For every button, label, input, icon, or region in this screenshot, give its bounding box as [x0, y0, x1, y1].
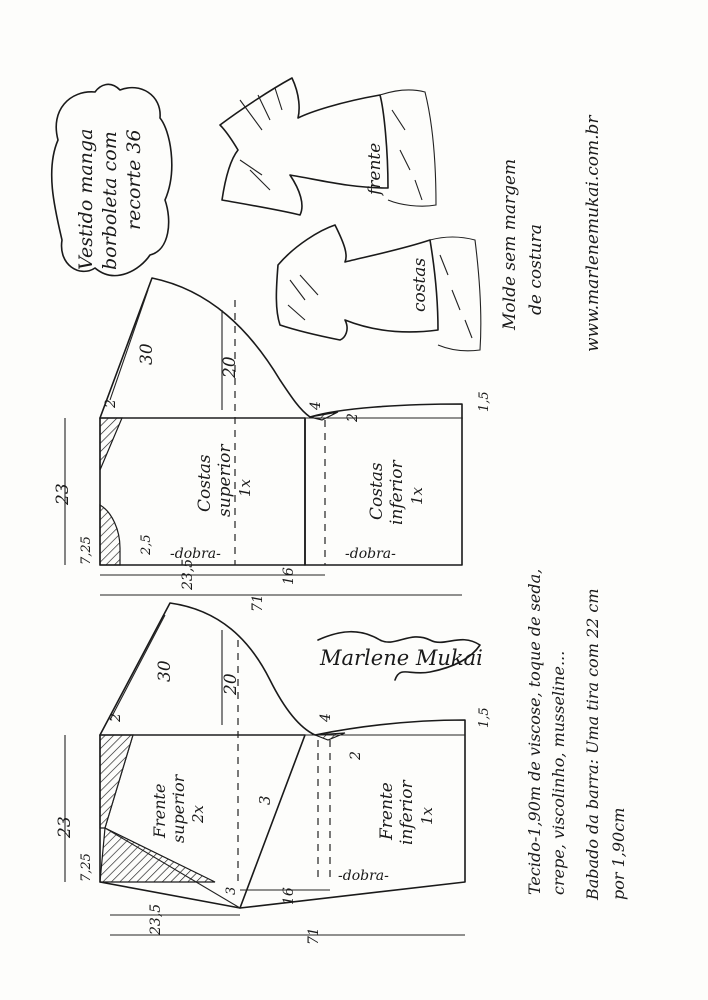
- ruffle-notes: [583, 588, 628, 901]
- front-measure-3: 3: [256, 795, 274, 805]
- back-measure-25: 2,5: [139, 534, 154, 555]
- back-measure-16: 16: [281, 567, 297, 585]
- seam-note-line1: Molde sem margem: [500, 158, 520, 330]
- back-upper-label1: Costas: [195, 454, 215, 512]
- back-measure-30: 30: [137, 343, 157, 365]
- back-lower-label2: inferior: [387, 460, 407, 525]
- back-measure-235: 23,5: [180, 558, 196, 590]
- front-measure-30: 30: [155, 660, 175, 682]
- back-measure-71: 71: [250, 594, 266, 612]
- front-view-label: frente: [365, 142, 385, 195]
- front-measure-20: 20: [221, 673, 241, 695]
- back-upper-label3: 1x: [236, 478, 254, 497]
- signature-text: Marlene Mukai: [320, 646, 483, 670]
- front-measure-71: 71: [306, 927, 322, 945]
- title-line1: Vestido manga: [75, 128, 97, 270]
- front-upper-label3: 2x: [189, 804, 207, 823]
- front-measure-3b: 3: [224, 886, 239, 895]
- back-measure-2: 2: [103, 399, 119, 408]
- signature: [318, 632, 483, 680]
- front-measure-2: 2: [108, 713, 124, 722]
- front-measure-2b: 2: [348, 751, 364, 760]
- front-measure-4: 4: [318, 713, 334, 722]
- dress-back-sketch: [276, 225, 480, 351]
- back-measure-23: 23: [53, 483, 73, 505]
- ruffle-line1: Babado da barra: Uma tira com 22 cm: [583, 588, 602, 900]
- back-fold-label2: -dobra-: [345, 546, 396, 562]
- front-lower-label1: Frente: [377, 782, 397, 840]
- back-view-label: costas: [410, 257, 430, 312]
- back-measure-2b: 2: [345, 413, 361, 422]
- fabric-notes: [525, 569, 568, 895]
- front-lower-label2: inferior: [397, 780, 417, 845]
- ruffle-line2: por 1,90cm: [609, 807, 628, 900]
- title-line3: recorte 36: [123, 129, 145, 230]
- fabric-line2: crepe, viscolinho, musseline...: [549, 650, 568, 895]
- back-measure-15: 1,5: [477, 391, 492, 412]
- website-text: www.marlenemukai.com.br: [583, 115, 603, 352]
- fabric-line1: Tecido-1,90m de viscose, toque de seda,: [525, 568, 544, 895]
- seam-note-line2: de costura: [526, 224, 546, 315]
- seam-note: [500, 159, 546, 331]
- front-lower-label3: 1x: [418, 806, 436, 825]
- title-line2: borboleta com: [99, 131, 121, 270]
- front-measure-15: 1,5: [477, 707, 492, 728]
- front-measure-235: 23,5: [148, 903, 164, 935]
- back-measure-20: 20: [220, 356, 240, 378]
- front-measure-725: 7,25: [79, 853, 94, 882]
- back-measure-725: 7,25: [79, 536, 94, 565]
- front-fold-label: -dobra-: [338, 868, 389, 884]
- title-bubble: [52, 84, 172, 275]
- back-lower-label1: Costas: [367, 462, 387, 520]
- dress-front-sketch: [220, 78, 436, 215]
- front-upper-label2: superior: [169, 774, 188, 843]
- back-upper-label2: superior: [215, 444, 235, 517]
- back-lower-label3: 1x: [408, 486, 426, 505]
- back-measure-4: 4: [308, 401, 324, 410]
- front-measure-16: 16: [281, 887, 297, 905]
- front-measure-23: 23: [55, 816, 75, 838]
- front-upper-label1: Frente: [150, 783, 169, 838]
- back-pattern: [53, 278, 492, 612]
- back-fold-label1: -dobra-: [170, 546, 221, 562]
